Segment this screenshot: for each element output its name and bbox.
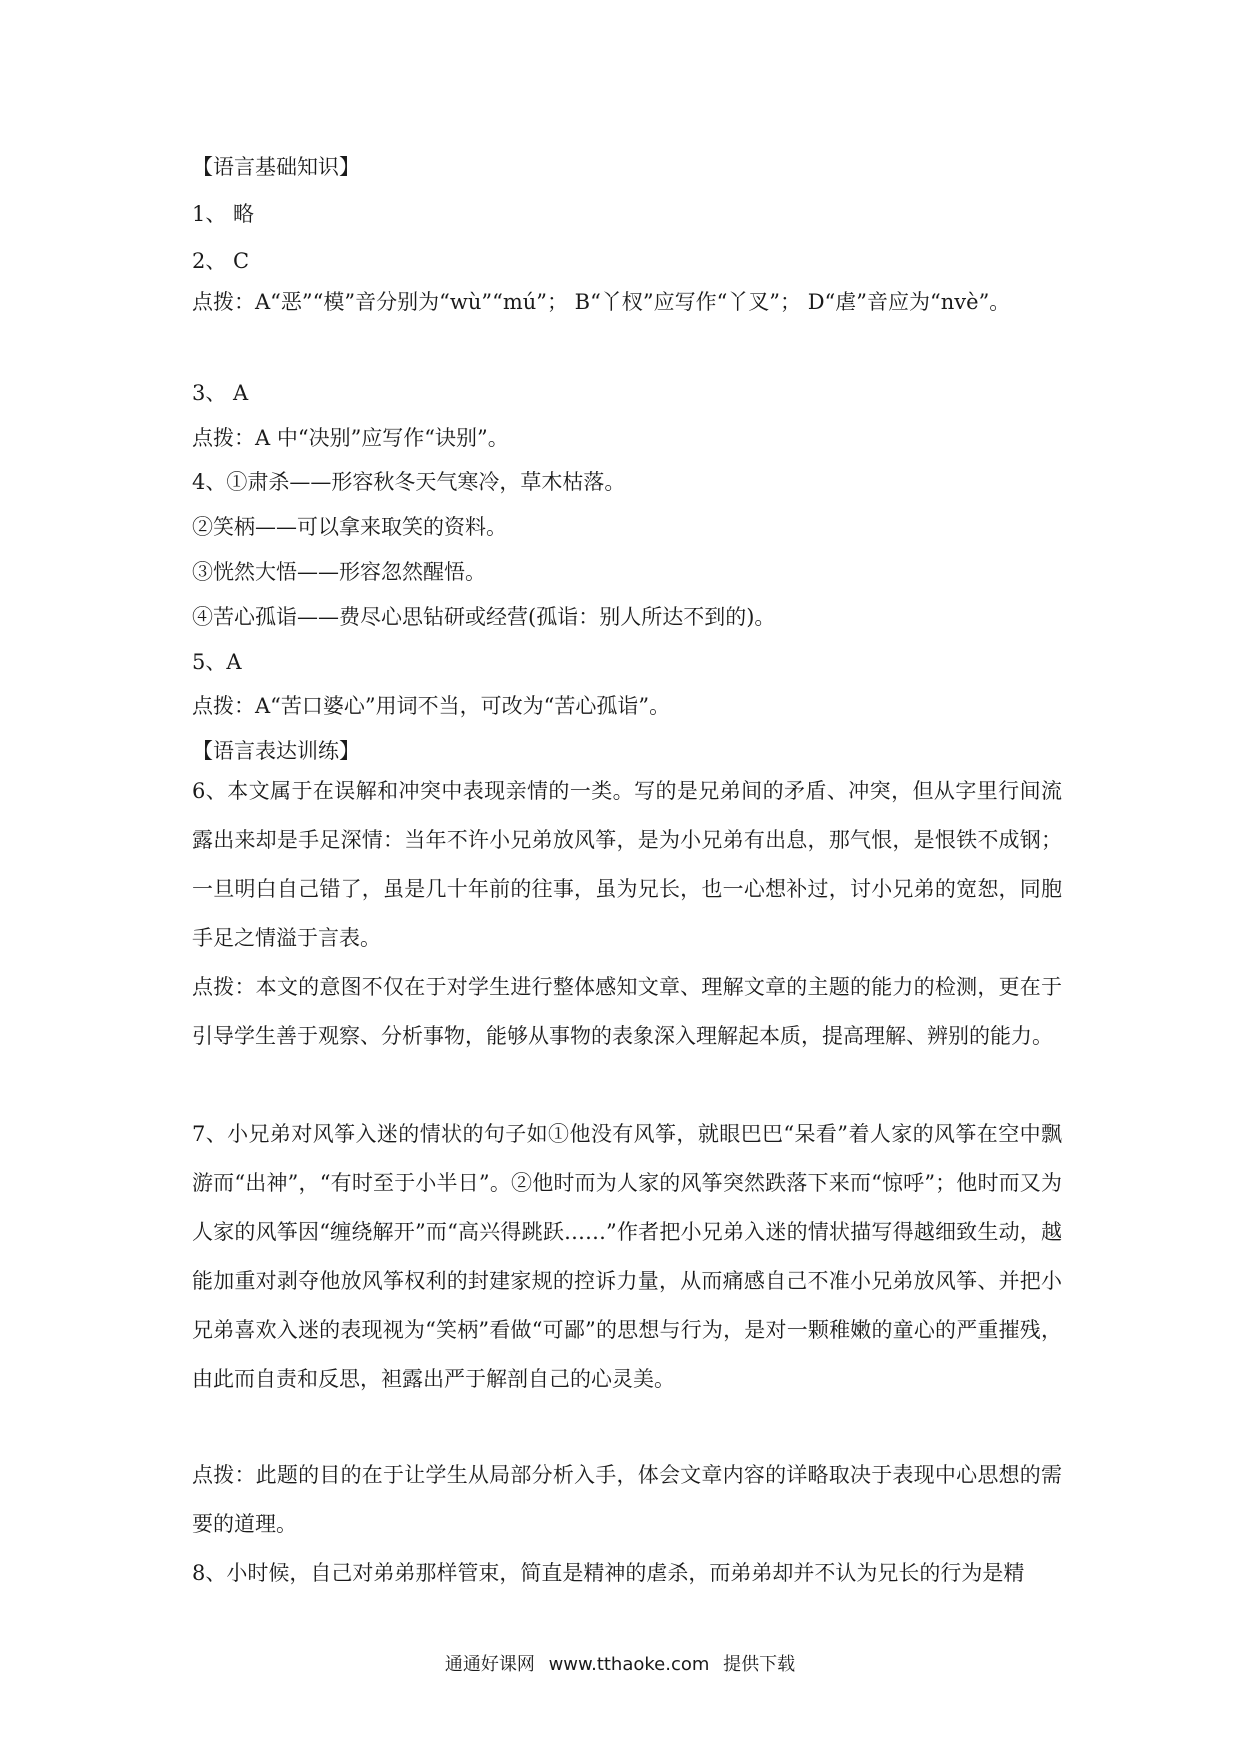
answer-2: 2、 C xyxy=(192,249,250,273)
answer-6: 6、本文属于在误解和冲突中表现亲情的一类。写的是兄弟间的矛盾、冲突，但从字里行间流露出来却是手足深情：当年不许小兄弟放风筝，是为小兄弟有出息，那气恨，是恨铁不成钢；一旦明白自己错了，虽是几十年前的往事，虽为兄长，也一心想补过，讨小兄弟的宽恕，同胞手足之情溢于言表。 xyxy=(192,779,1062,950)
footer-note: 提供下载 xyxy=(723,1654,796,1675)
answer-6-hint: 点拨：本文的意图不仅在于对学生进行整体感知文章、理解文章的主题的能力的检测，更在于引导学生善于观察、分析事物，能够从事物的表象深入理解起本质，提高理解、辨别的能力。 xyxy=(192,975,1062,1048)
answer-3: 3、 A xyxy=(192,381,249,405)
answer-4-item-4: ④苦心孤诣——费尽心思钻研或经营(孤诣：别人所达不到的)。 xyxy=(192,605,776,629)
answer-7-hint: 点拨：此题的目的在于让学生从局部分析入手，体会文章内容的详略取决于表现中心思想的需要的道理。 xyxy=(192,1463,1062,1536)
answer-5: 5、A xyxy=(192,650,242,674)
answer-4-item-2: ②笑柄——可以拿来取笑的资料。 xyxy=(192,515,507,539)
answer-2-hint: 点拨：A“恶”“模”音分别为“wù”“mú”； B“丫杈”应写作“丫叉”； D“虐”音应为“nvè”。 xyxy=(192,290,1011,314)
answer-1: 1、 略 xyxy=(192,202,255,226)
answer-5-hint: 点拨：A“苦口婆心”用词不当，可改为“苦心孤诣”。 xyxy=(192,694,671,718)
answer-4-item-3: ③恍然大悟——形容忽然醒悟。 xyxy=(192,560,486,584)
answer-3-hint: 点拨：A 中“决别”应写作“诀别”。 xyxy=(192,426,509,450)
section-heading-expression: 【语言表达训练】 xyxy=(192,739,360,763)
answer-8: 8、小时候，自己对弟弟那样管束，简直是精神的虐杀，而弟弟却并不认为兄长的行为是精 xyxy=(192,1561,1025,1585)
section-heading-basics: 【语言基础知识】 xyxy=(192,155,360,179)
footer-url[interactable]: www.tthaoke.com xyxy=(548,1654,710,1675)
answer-4-item-1: 4、①肃杀——形容秋冬天气寒冷，草木枯落。 xyxy=(192,470,626,494)
page-footer xyxy=(0,1651,1240,1679)
answer-7: 7、小兄弟对风筝入迷的情状的句子如①他没有风筝，就眼巴巴“呆看”着人家的风筝在空中飘游而“出神”，“有时至于小半日”。②他时而为人家的风筝突然跌落下来而“惊呼”；他时而又为人家的风筝因“缠绕解开”而“高兴得跳跃……”作者把小兄弟入迷的情状描写得越细致生动，越能加重对剥夺他放风筝权利的封建家规的控诉力量，从而痛感自己不准小兄弟放风筝、并把小兄弟喜欢入迷的表现视为“笑柄”看做“可鄙”的思想与行为，是对一颗稚嫩的童心的严重摧残，由此而自责和反思，袒露出严于解剖自己的心灵美。 xyxy=(192,1122,1062,1391)
footer-site-name: 通通好课网 xyxy=(444,1654,535,1675)
